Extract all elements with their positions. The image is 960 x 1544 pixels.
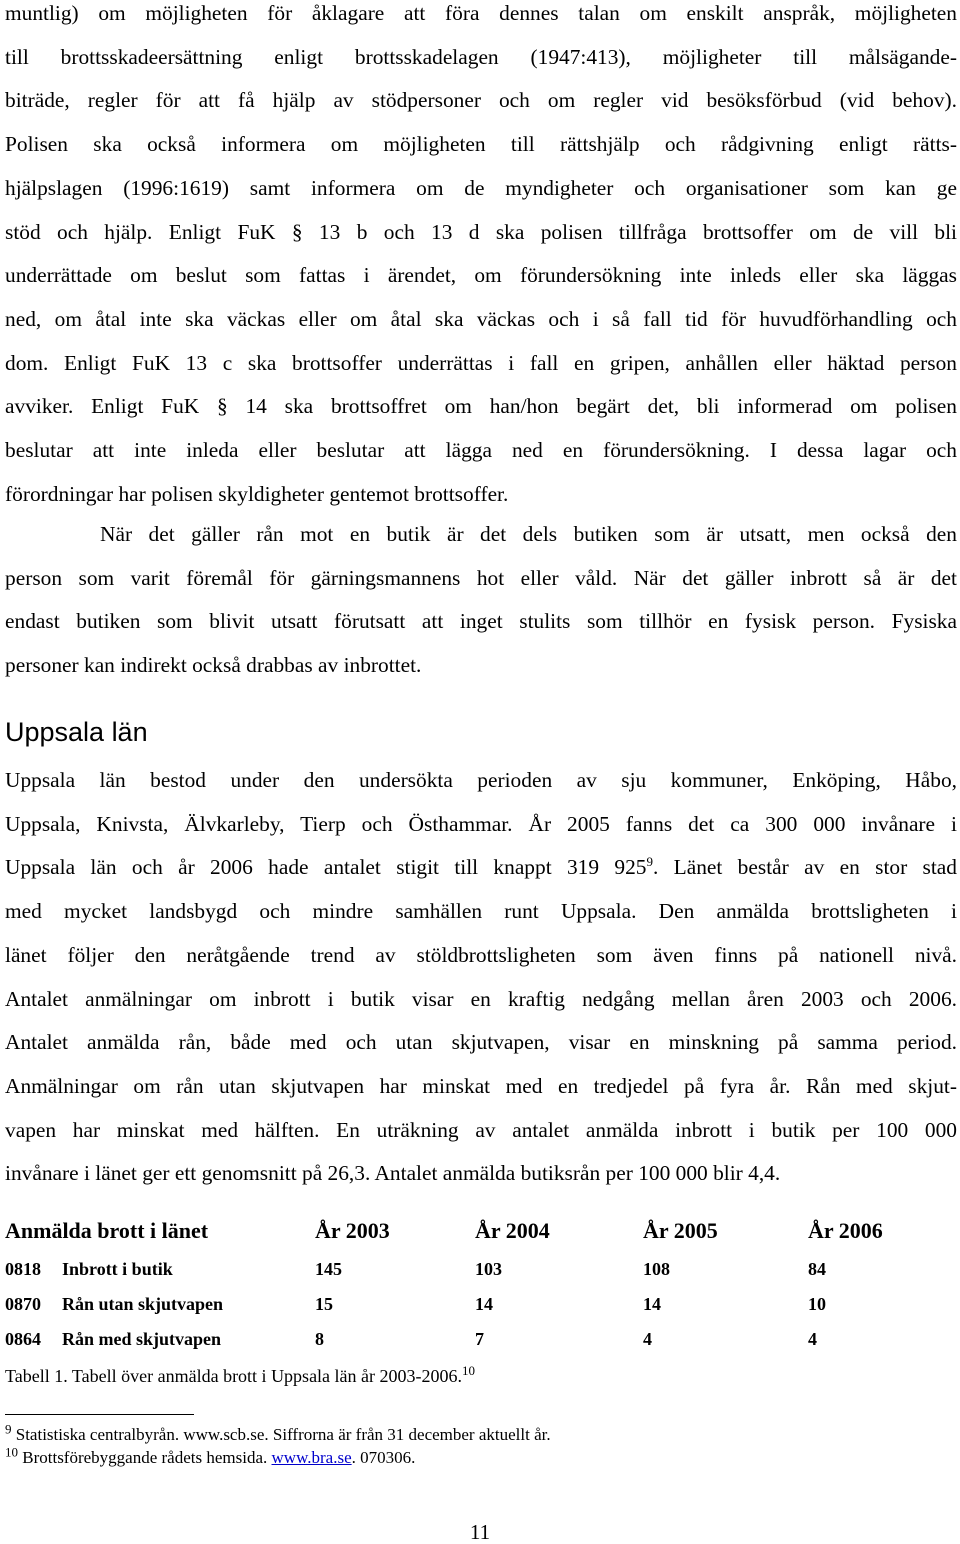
text-line: förordningar har polisen skyldigheter gentemot brottsoffer. xyxy=(5,481,509,506)
footnote-divider xyxy=(5,1414,194,1415)
text-line: Uppsala län bestod under den undersökta perioden av sju kommuner, Enköping, Håbo, xyxy=(5,768,957,792)
footnote-text: Statistiska centralbyrån. www.scb.se. Siffrorna är från 31 december aktuellt år. xyxy=(11,1425,551,1444)
text-line: underrättade om beslut som fattas i ärendet, om förundersökning inte inleds eller ska läggas xyxy=(5,263,957,288)
footnote-text: Brottsförebyggande rådets hemsida. xyxy=(18,1448,272,1467)
text-line: När det gäller rån mot en butik är det dels butiken som är utsatt, men också den xyxy=(100,522,957,546)
text-line: länet följer den neråtgående trend av stöldbrottsligheten som även finns på nationell nivå. xyxy=(5,942,957,967)
text-line: vapen har minskat med hälften. En uträkning av antalet anmälda inbrott i butik per 100 000 xyxy=(5,1117,957,1142)
text-line: personer kan indirekt också drabbas av inbrottet. xyxy=(5,653,422,678)
text-line: Polisen ska också informera om möjligheten till rättshjälp och rådgivning enligt rätts- xyxy=(5,132,957,157)
section-heading: Uppsala län xyxy=(5,717,148,747)
text-line: ned, om åtal inte ska väckas eller om åtal ska väckas och i så fall tid för huvudförhandling och xyxy=(5,306,957,331)
text-line: invånare i länet ger ett genomsnitt på 26,3. Antalet anmälda butiksrån per 100 000 blir 4,4. xyxy=(5,1161,781,1186)
crime-statistics-table xyxy=(5,1210,928,1357)
table-cell: 15 xyxy=(315,1294,333,1314)
text-line: biträde, regler för att få hjälp av stödpersoner och om regler vid besöksförbud (vid behov). xyxy=(5,88,957,113)
crime-name: Rån utan skjutvapen xyxy=(62,1294,224,1314)
footnote-9 xyxy=(5,1421,551,1446)
column-header: År 2003 xyxy=(315,1218,390,1243)
text-fragment: Uppsala län och år 2006 hade antalet stigit till knappt 319 925 xyxy=(5,855,647,880)
crime-code: 0870 xyxy=(5,1294,41,1314)
text-line: Antalet anmälningar om inbrott i butik visar en kraftig nedgång mellan åren 2003 och 2006. xyxy=(5,986,957,1011)
column-header: År 2005 xyxy=(643,1218,718,1243)
text-line: beslutar att inte inleda eller beslutar att lägga ned en förundersökning. I dessa lagar och xyxy=(5,438,957,463)
text-fragment: . Länet består av en stor stad xyxy=(652,855,957,880)
table-cell: 7 xyxy=(475,1329,484,1349)
text-line: med mycket landsbygd och mindre samhällen runt Uppsala. Den anmälda brottsligheten i xyxy=(5,899,957,924)
footnote-10 xyxy=(5,1444,416,1469)
paragraph-uppsala-county xyxy=(5,759,957,1196)
footnote-number: 9 xyxy=(5,1421,12,1437)
table-header-row xyxy=(5,1210,928,1252)
table-cell: 4 xyxy=(808,1329,817,1349)
table-row xyxy=(5,1287,928,1322)
table-caption xyxy=(5,1364,475,1388)
text-line: dom. Enligt FuK 13 c ska brottsoffer underrättas i fall en gripen, anhållen eller häktad person xyxy=(5,350,957,375)
footnote-ref[interactable]: 10 xyxy=(462,1363,476,1378)
page-number: 11 xyxy=(469,1520,491,1544)
text-line: muntlig) om möjligheten för åklagare att föra dennes talan om enskilt anspråk, möjligheten xyxy=(5,1,957,25)
footnote-text: . 070306. xyxy=(351,1448,416,1467)
text-line: endast butiken som blivit utsatt förutsatt att inget stulits som tillhör en fysisk person. Fysiska xyxy=(5,609,957,634)
paragraph-victim-information xyxy=(5,0,957,516)
text-line: Antalet anmälda rån, både med och utan skjutvapen, visar en minskning på samma period. xyxy=(5,1030,957,1055)
column-header: År 2004 xyxy=(475,1218,550,1243)
table-cell: 14 xyxy=(475,1294,493,1314)
text-line: Anmälningar om rån utan skjutvapen har minskat med en tredjedel på fyra år. Rån med skjut- xyxy=(5,1073,957,1098)
table-cell: 10 xyxy=(808,1294,826,1314)
crime-name: Rån med skjutvapen xyxy=(62,1329,222,1349)
crime-name: Inbrott i butik xyxy=(62,1259,173,1279)
text-line: avviker. Enligt FuK § 14 ska brottsoffret om han/hon begärt det, bli informerad om polisen xyxy=(5,394,957,419)
table-row xyxy=(5,1322,928,1357)
table-cell: 4 xyxy=(643,1329,652,1349)
paragraph-robbery-victims xyxy=(5,513,957,688)
table-cell: 145 xyxy=(315,1259,342,1279)
footnote-number: 10 xyxy=(5,1444,18,1460)
text-line: hjälpslagen (1996:1619) samt informera om de myndigheter och organisationer som kan ge xyxy=(5,175,957,200)
table-cell: 108 xyxy=(643,1259,670,1279)
table-cell: 84 xyxy=(808,1259,826,1279)
column-header: År 2006 xyxy=(808,1218,883,1243)
caption-text: Tabell 1. Tabell över anmälda brott i Uppsala län år 2003-2006. xyxy=(5,1366,463,1386)
bra-website-link[interactable]: www.bra.se xyxy=(271,1448,352,1467)
text-line: till brottsskadeersättning enligt brottsskadelagen (1947:413), möjligheter till målsägande- xyxy=(5,44,957,69)
column-header: Anmälda brott i länet xyxy=(5,1218,209,1243)
footnote-ref[interactable]: 9 xyxy=(646,854,653,870)
text-line: person som varit föremål för gärningsmannens hot eller våld. När det gäller inbrott så är det xyxy=(5,565,957,590)
table-row xyxy=(5,1252,928,1287)
crime-code: 0818 xyxy=(5,1259,41,1279)
text-line xyxy=(5,846,957,890)
table-cell: 103 xyxy=(475,1259,502,1279)
text-line: Uppsala, Knivsta, Älvkarleby, Tierp och Östhammar. År 2005 fanns det ca 300 000 invånare i xyxy=(5,811,957,836)
crime-code: 0864 xyxy=(5,1329,41,1349)
table-cell: 8 xyxy=(315,1329,324,1349)
table-cell: 14 xyxy=(643,1294,661,1314)
text-line: stöd och hjälp. Enligt FuK § 13 b och 13 d ska polisen tillfråga brottsoffer om de vill bli xyxy=(5,219,957,244)
